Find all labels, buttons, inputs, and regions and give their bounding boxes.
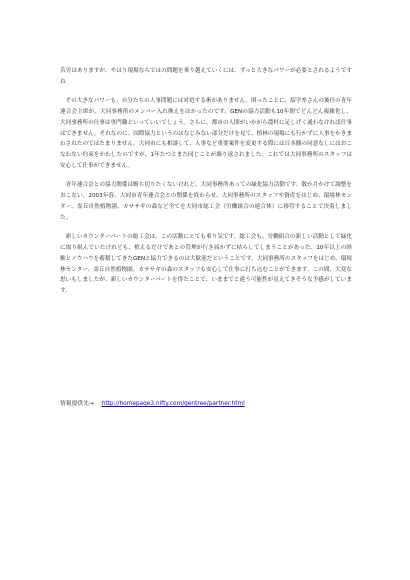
source-line (60, 399, 352, 410)
paragraph-1: 苦労はありますが、やはり現場ならではの問題を乗り越えていくには、ずっと大きなパワーが必要とされるようですね (60, 68, 352, 85)
paragraph-4: 新しいカウンターパートの総工会は、この活動にとても乗り気です。総工会も、労働組合の新しい活動として緑化に取り組んでいたけれども、植えるだけであとの管理が行き届かずに枯らしてしまうことがあった、10年以上の経験とノウハウを蓄積してきたGENと協力できるのは大歓迎だということです。大同事務所のスタッフをはじめ、環境林センター、霊丘自然植物園、カササギの森のスタッフも安心して仕事に打ち込むことができます。この間、大変な思いもしましたが、新しいカウンターパートを得たことで、いままでと違う可能性が見えてきそうな予感がしています。 (60, 233, 352, 295)
document-body (60, 66, 352, 305)
paragraph-2: その大きなパワーも、自分たちの人事問題には対処する術がありません。困ったことに、紹学糸さんの後任の青年連合会主席が、大同事務所のメンバー入れ換えをはかったのです。GENの協力活動も10年間でどんどん複雑化し、大同事務所の仕事は専門職といっていいでしょう。さらに、都市の人間がいかがら農村に足しげく通わなければ仕事はできません。それなのに、国際協力というのはなじみない部分だけを見て、植林の現場にも行かずに人事をかきまわされたのではたまりません。大同市にも相談して、人事など重要案件を変更する際には日本側の同意なしにはおこなわない約束をかわしたのですが、1年たつとまた同じことが繰り返されました。これでは大同事務所のスタッフは安心して仕事ができません。 (60, 97, 352, 170)
paragraph-3: 青年連合会との協力関係は断ち切りたくないけれど、大同事務所あっての緑化協力活動です。数か月かけて調整をおこない、2003年春、大同市青年連合会との関係を終わらせ、大同事務所のスタッフや資産をはじめ、環境林センター、霊丘自然植物園、カササギの森など全てを大同市総工会（労働組合の連合体）に移管することで決着しました。 (60, 182, 352, 221)
source-link[interactable]: http://homepage3.nifty.com/gentree/partner.html (101, 401, 245, 407)
source-label: 情報提供先→ (60, 401, 94, 407)
